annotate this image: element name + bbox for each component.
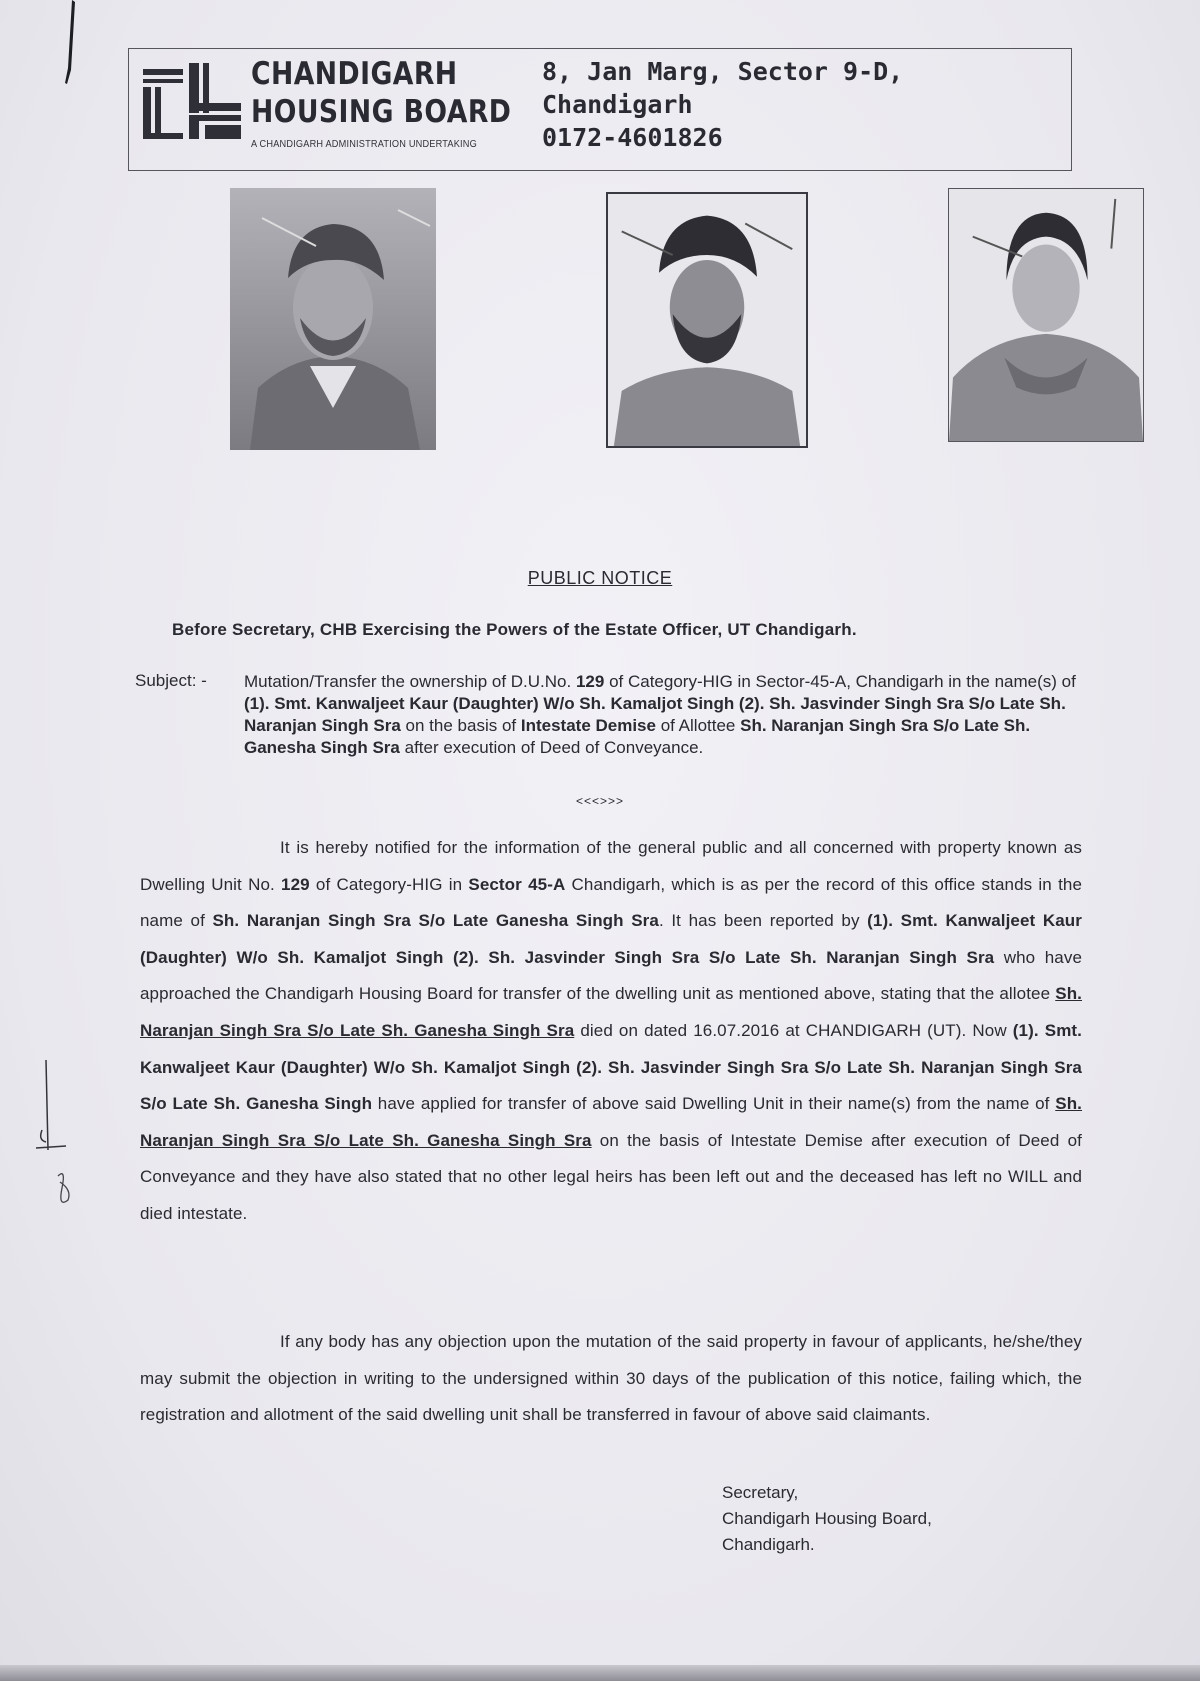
signature-line3: Chandigarh. xyxy=(722,1535,815,1554)
notice-paragraph-1 xyxy=(140,830,1082,1233)
text-run: of Category-HIG in xyxy=(309,874,469,894)
text-run: Intestate Demise xyxy=(520,716,656,735)
text-run: Mutation/Transfer the ownership of D.U.No. xyxy=(244,672,576,691)
notice-title: PUBLIC NOTICE xyxy=(527,568,673,588)
paragraph-2-text xyxy=(140,1332,1082,1424)
text-run: Sector 45-A xyxy=(468,874,566,894)
text-run: Sh. Naranjan Singh Sra S/o Late Sh. Ganesha Singh Sra xyxy=(244,716,1031,757)
text-run: on the basis of xyxy=(400,716,521,735)
scan-bottom-edge xyxy=(0,1665,1200,1681)
text-run: died on dated 16.07.2016 at CHANDIGARH (UT). Now xyxy=(574,1020,1013,1040)
paragraph-1-text xyxy=(140,838,1082,1223)
photo-applicant-daughter xyxy=(948,188,1144,442)
text-run: who have approached the Chandigarh Housing Board for transfer of the dwelling unit as mentioned above, stating that the allotee xyxy=(140,947,1082,1004)
text-run: after execution of Deed of Conveyance. xyxy=(399,738,704,757)
text-run: 129 xyxy=(575,672,605,691)
text-run: It is hereby notified for the information of the general public and all concerned with property known as Dwelling Unit No. xyxy=(140,838,1082,894)
text-run: If any body has any objection upon the mutation of the said property in favour of applicants, he/she/they may submit the objection in writing to the undersigned within 30 days of the publication of this notice, failing which, the registration and allotment of the said dwelling unit shall be transferred in favour of above said claimants. xyxy=(140,1332,1082,1425)
phone-number: 0172-4601826 xyxy=(542,123,723,152)
address-line1: 8, Jan Marg, Sector 9-D, xyxy=(542,57,904,86)
org-name-line1: CHANDIGARH xyxy=(251,56,458,92)
photo-applicant-son xyxy=(606,192,808,448)
pen-mark-icon xyxy=(64,0,76,86)
letterhead xyxy=(128,48,1072,171)
org-name xyxy=(251,55,511,131)
address-line2: Chandigarh xyxy=(542,90,693,119)
text-run: of Category-HIG in Sector-45-A, Chandigarh in the name(s) of xyxy=(604,672,1076,691)
org-address xyxy=(542,55,903,154)
text-run: Chandigarh, which is as per the record of this office stands in the name of xyxy=(140,874,1082,931)
photo-allottee xyxy=(230,188,436,450)
text-run: Sh. Naranjan Singh Sra S/o Late Sh. Ganesha Singh Sra xyxy=(140,984,1082,1040)
text-run: Sh. Naranjan Singh Sra S/o Late Ganesha Singh Sra xyxy=(212,911,659,931)
subject-text xyxy=(244,671,1086,759)
org-tagline: A CHANDIGARH ADMINISTRATION UNDERTAKING xyxy=(251,139,477,150)
signature-block xyxy=(722,1480,932,1558)
text-run: of Allottee xyxy=(655,716,741,735)
org-name-line2: HOUSING BOARD xyxy=(251,94,512,130)
handwritten-initials-icon xyxy=(36,1060,76,1210)
text-run: Sh. Naranjan Singh Sra S/o Late Sh. Ganesha Singh Sra xyxy=(140,1094,1082,1150)
authority-line: Before Secretary, CHB Exercising the Powers of the Estate Officer, UT Chandigarh. xyxy=(172,620,857,639)
section-divider: <<<>>> xyxy=(575,794,625,808)
chb-logo-icon xyxy=(143,63,243,143)
signature-line1: Secretary, xyxy=(722,1483,799,1502)
text-run: 129 xyxy=(281,874,310,894)
signature-line2: Chandigarh Housing Board, xyxy=(722,1509,932,1528)
text-run: have applied for transfer of above said Dwelling Unit in their name(s) from the name of xyxy=(372,1094,1056,1114)
notice-paragraph-2 xyxy=(140,1324,1082,1434)
text-run: (1). Smt. Kanwaljeet Kaur (Daughter) W/o Sh. Kamaljot Singh (2). Sh. Jasvinder Singh Sra S/o Late Sh. Naranjan Singh Sra S/o Late Sh. Ganesha Singh xyxy=(140,1020,1082,1114)
text-run: . It has been reported by xyxy=(658,911,868,931)
text-run: (1). Smt. Kanwaljeet Kaur (Daughter) W/o Sh. Kamaljot Singh (2). Sh. Jasvinder Singh Sra S/o Late Sh. Naranjan Singh Sra xyxy=(244,694,1066,735)
text-run: (1). Smt. Kanwaljeet Kaur (Daughter) W/o Sh. Kamaljot Singh (2). Sh. Jasvinder Singh Sra S/o Late Sh. Naranjan Singh Sra xyxy=(140,911,1083,967)
text-run: on the basis of Intestate Demise after execution of Deed of Conveyance and they have also stated that no other legal heirs has been left out and the deceased has left no WILL and died intestate. xyxy=(140,1130,1082,1223)
subject-label: Subject: - xyxy=(135,671,207,690)
